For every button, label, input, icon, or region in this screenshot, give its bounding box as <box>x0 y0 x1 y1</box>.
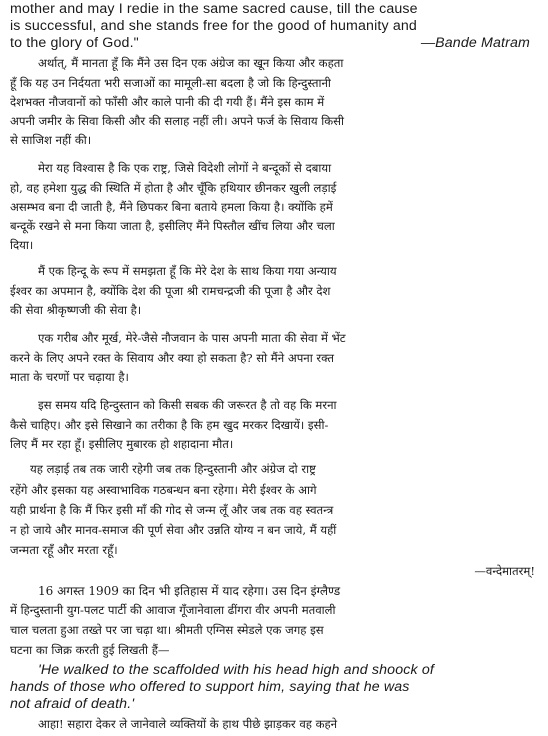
para1-line-1: अर्थात्, मैं मानता हूँ कि मैंने उस दिन एक अंग्रेज का खून किया और कहता <box>38 56 344 70</box>
para3-line-2: ईश्वर का अपमान है, क्योंकि देश की पूजा श्री रामचन्द्रजी की पूजा है और देश <box>10 284 331 298</box>
sign-off: —वन्देमातरम्! <box>474 564 535 578</box>
para6-line-4: न हो जाये और मानव-समाज की पूर्ण सेवा और उन्नति योग्य न बन जाये, मैं यहीं <box>10 523 337 537</box>
para4-line-1: एक गरीब और मूर्ख, मेरे-जैसे नौजवान के पास अपनी माता की सेवा में भेंट <box>38 331 346 345</box>
para2-line-4: बन्दूकें रखने से मना किया जाता है, इसीलिए मैंने पिस्तौल खींच लिया और चला <box>10 219 335 233</box>
para7-line-4: घटना का जिक्र करती हुई लिखती हैं— <box>10 643 170 657</box>
para6-line-2: रहेंगे और इसका यह अस्वाभाविक गठबन्धन बना रहेगा। मेरी ईश्वर के आगे <box>10 483 317 497</box>
para1-line-3: देशभक्त नौजवानों को फाँसी और काले पानी की दी गयी हैं। मैंने इस काम में <box>10 95 325 109</box>
para2-line-3: असम्भव बना दी जाती है, मैंने छिपकर बिना बताये हमला किया है। क्योंकि हमें <box>10 200 333 214</box>
para7-line-3: चाल चलता हुआ तख्ते पर जा चढ़ा था। श्रीमती एग्निस स्मेडले एक जगह इस <box>10 623 324 637</box>
top-quote-line-1: mother and may I redie in the same sacred cause, till the cause <box>10 1 418 17</box>
quote2-line-3: not afraid of death.' <box>10 696 135 712</box>
quote-attribution: —Bande Matram <box>420 35 530 51</box>
para6-line-1: यह लड़ाई तब तक जारी रहेगी जब तक हिन्दुस्तानी और अंग्रेज दो राष्ट्र <box>30 462 316 476</box>
para2-line-5: दिया। <box>10 238 34 252</box>
para5-line-1: इस समय यदि हिन्दुस्तान को किसी सबक की जरूरत है तो वह कि मरना <box>38 398 337 412</box>
para4-line-3: माता के चरणों पर चढ़ाया है। <box>10 370 129 384</box>
para3-line-3: की सेवा श्रीकृष्णजी की सेवा है। <box>10 303 142 317</box>
para6-line-5: जन्मता रहूँ और मरता रहूँ। <box>10 543 118 557</box>
para2-line-1: मेरा यह विश्वास है कि एक राष्ट्र, जिसे विदेशी लोगों ने बन्दूकों से दबाया <box>38 161 332 175</box>
para3-line-1: मैं एक हिन्दू के रूप में समझता हूँ कि मेरे देश के साथ किया गया अन्याय <box>38 264 337 278</box>
last-line: आहा! सहारा देकर ले जानेवाले व्यक्तियों के हाथ पीछे झाड़कर वह कहने <box>38 717 338 731</box>
para1-line-4: अपनी जमीर के सिवा किसी और की सलाह नहीं ली। अपने फर्ज के सिवाय किसी <box>10 114 344 128</box>
para7-line-2: में हिन्दुस्तानी युग-पलट पार्टी की आवाज गूँजानेवाला ढींगरा वीर अपनी मतवाली <box>10 603 336 617</box>
top-quote-line-2: is successful, and she stands free for the good of humanity and <box>10 18 417 34</box>
para1-line-2: हूँ कि यह उन निर्दयता भरी सजाओं का मामूली-सा बदला है जो कि हिन्दुस्तानी <box>10 76 331 90</box>
para7-line-1: 16 अगस्त 1909 का दिन भी इतिहास में याद रहेगा। उस दिन इंग्लैण्ड <box>38 584 341 598</box>
para5-line-2: कैसे चाहिए। और इसे सिखाने का तरीका है कि हम खुद मरकर दिखायें। इसी- <box>10 418 329 432</box>
para6-line-3: यही प्रार्थना है कि मैं फिर इसी माँ की गोद से जन्म लूँ और जब तक वह स्वतन्त्र <box>10 503 334 517</box>
para1-line-5: से साजिश नहीं की। <box>10 133 92 147</box>
quote2-line-2: hands of those who offered to support him, saying that he was <box>10 679 410 695</box>
para4-line-2: करने के लिए अपने रक्त के सिवाय और क्या हो सकता है? सो मैंने अपना रक्त <box>10 351 334 365</box>
top-quote-line-3: to the glory of God." <box>10 35 139 51</box>
para2-line-2: हो, वह हमेशा युद्ध की स्थिति में होता है और चूँकि हथियार छीनकर खुली लड़ाई <box>10 181 337 195</box>
para5-line-3: लिए मैं मर रहा हूँ। इसीलिए मुबारक हो शहादाना मौत। <box>10 437 234 451</box>
quote2-line-1: 'He walked to the scaffolded with his head high and shoock of <box>38 662 434 678</box>
